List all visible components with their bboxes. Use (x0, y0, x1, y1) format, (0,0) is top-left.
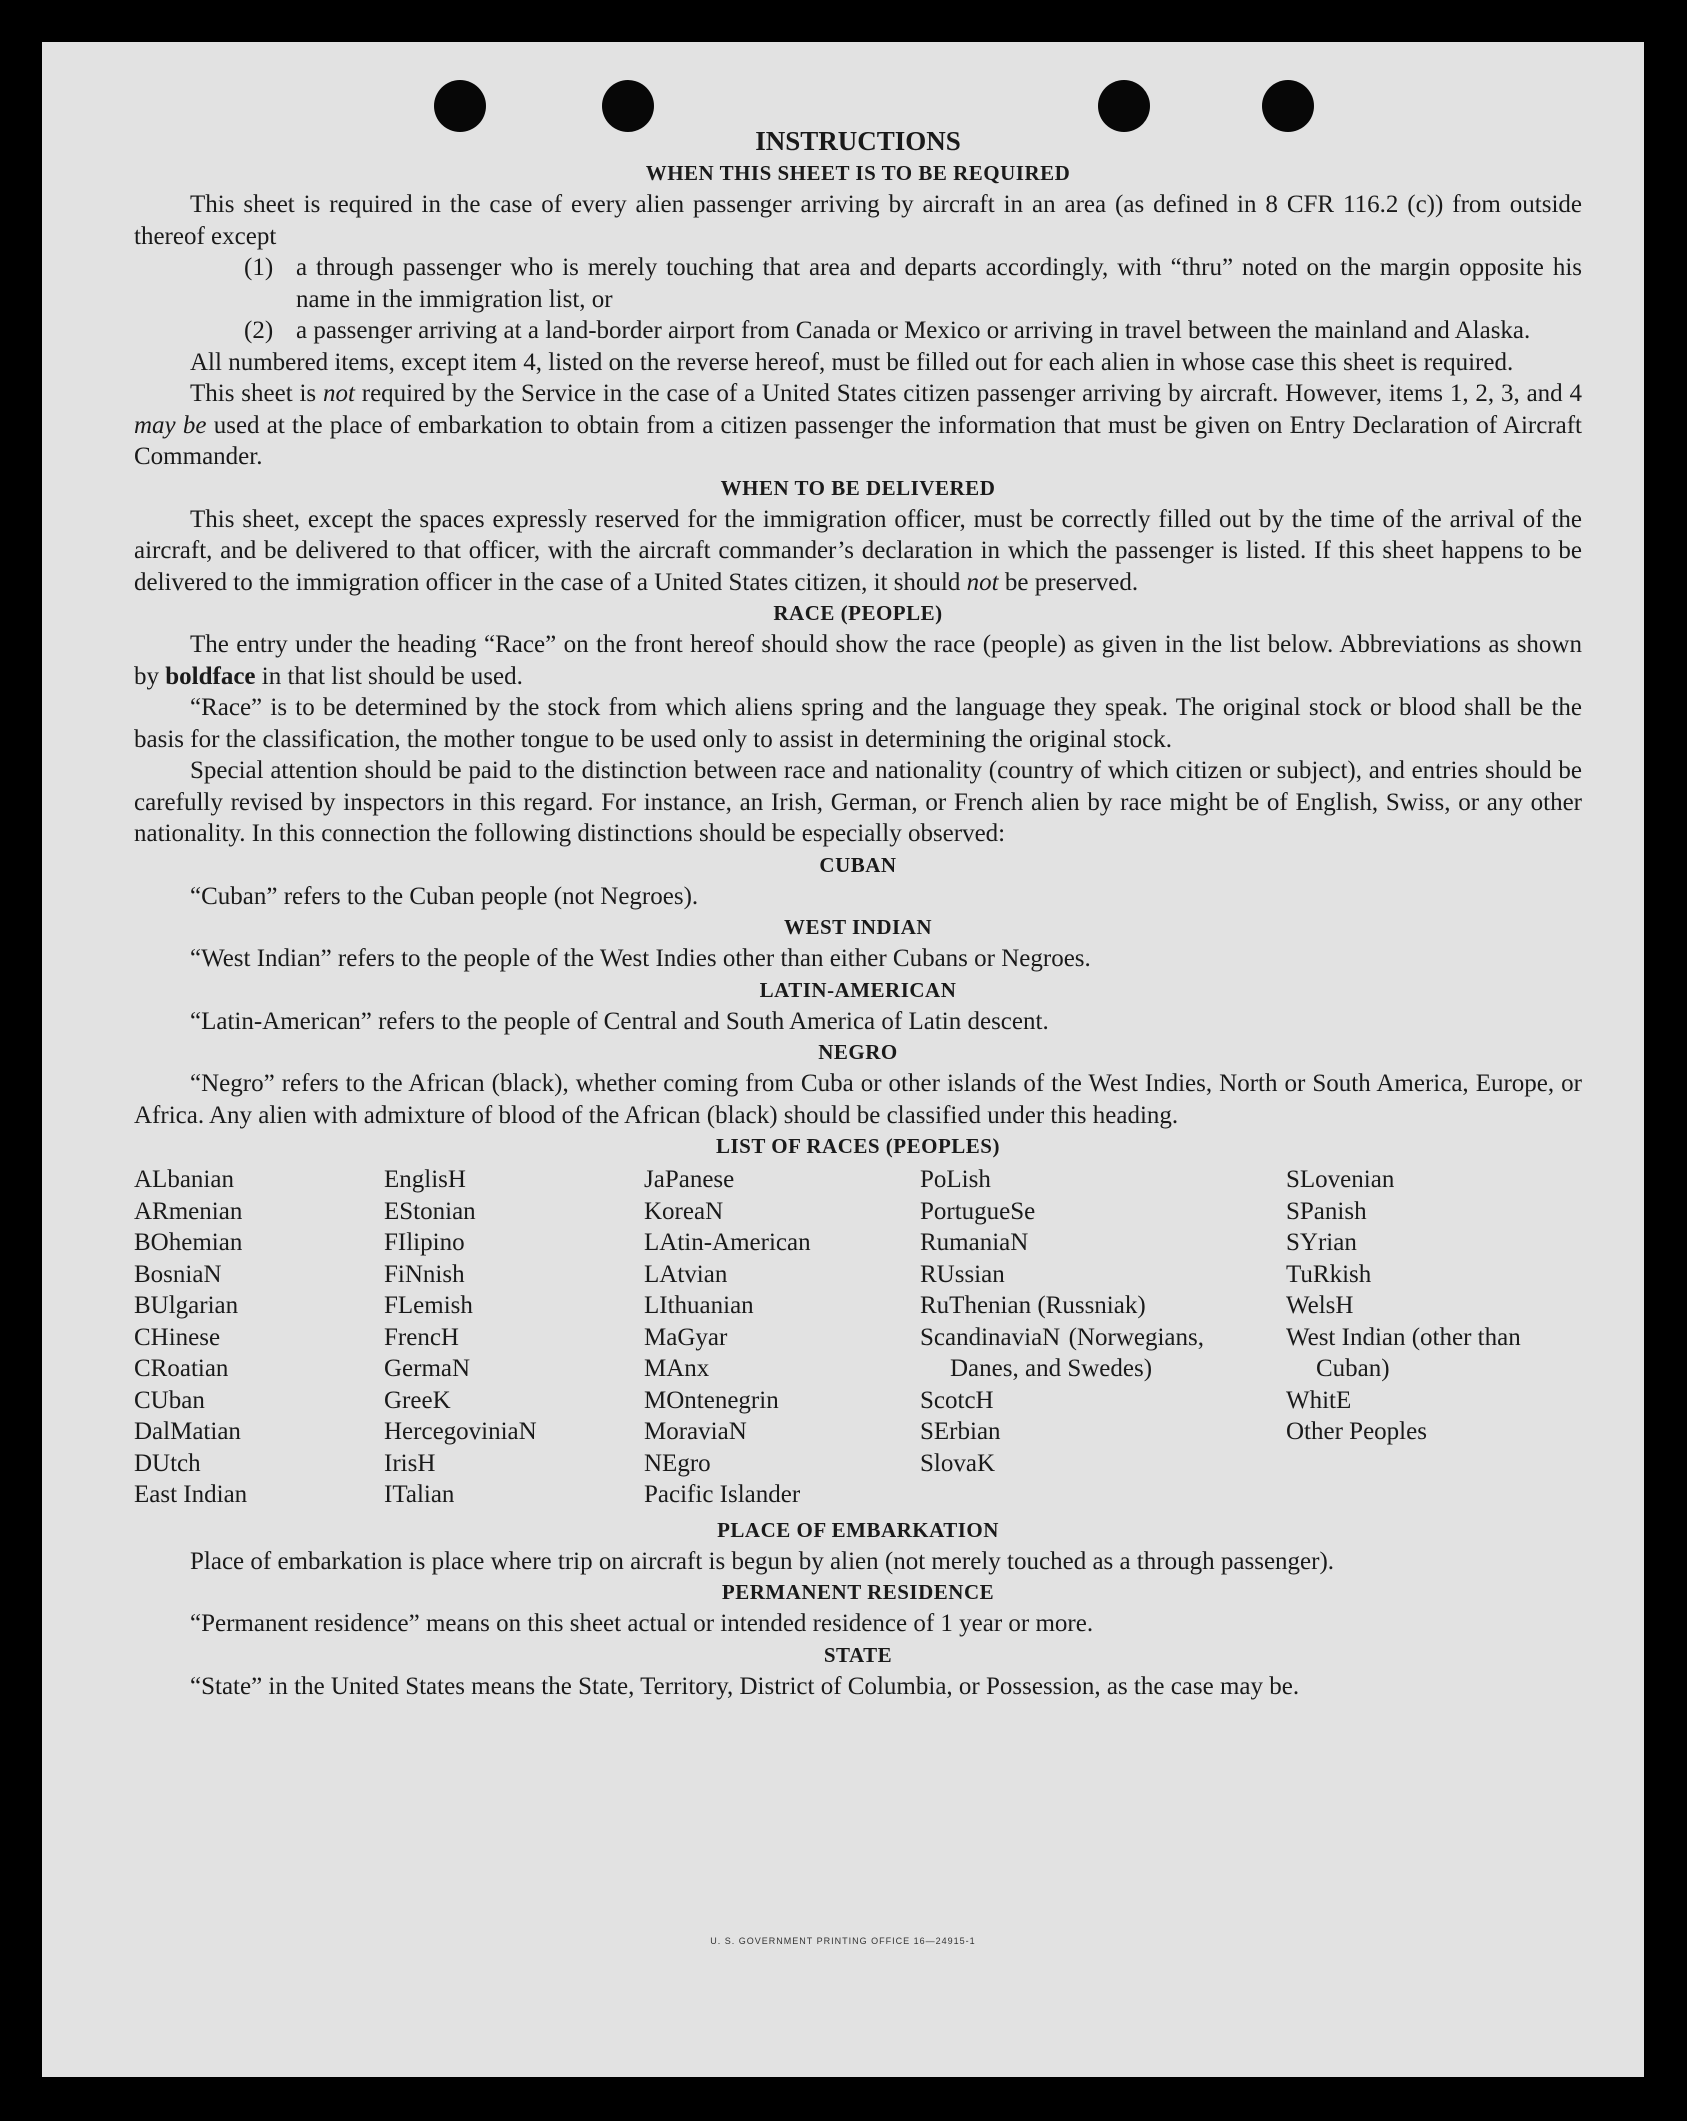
race-entry: MAnx (644, 1355, 710, 1382)
item-number: (2) (244, 317, 274, 344)
text-run: used at the place of embarkation to obtain from a citizen passenger the information that must be given on Entry Declaration of Aircraft Commander. (134, 411, 1583, 470)
paragraph (134, 378, 1582, 473)
race-entry: MaGyar (644, 1323, 728, 1351)
printer-imprint: U. S. GOVERNMENT PRINTING OFFICE 16—24915-1 (710, 1936, 976, 1946)
race-column (134, 1164, 384, 1511)
paragraph: This sheet is required in the case of every alien passenger arriving by aircraft in an area (as defined in 8 CFR 116.2 (c)) from outside thereof except (134, 191, 1582, 250)
race-entry: LAtin-American (644, 1229, 811, 1256)
item-number: (1) (244, 254, 274, 281)
text-run-italic: may be (134, 411, 207, 439)
definition-text: “Negro” refers to the African (black), whether coming from Cuba or other islands of the West Indies, North or South America, Europe, or Africa. Any alien with admixture of blood of the African (black) should be classified under this heading. (134, 1070, 1582, 1129)
section-heading-latin-american: LATIN-AMERICAN (759, 977, 957, 1002)
race-entry: PortugueSe (920, 1197, 1036, 1225)
race-entry: ScotcH (920, 1386, 994, 1414)
race-entry: ARmenian (134, 1197, 243, 1225)
section-heading-delivered: WHEN TO BE DELIVERED (720, 475, 996, 500)
section-heading-list-of-races: LIST OF RACES (PEOPLES) (716, 1134, 1000, 1158)
race-entry: RUssian (920, 1260, 1005, 1288)
race-entry: BOhemian (134, 1229, 243, 1256)
definition-text: “Cuban” refers to the Cuban people (not Negroes). (190, 882, 699, 910)
race-list (134, 1164, 1582, 1511)
race-entry: East Indian (134, 1481, 248, 1508)
race-entry: FLemish (384, 1292, 473, 1319)
race-entry: KoreaN (644, 1197, 724, 1225)
race-column (920, 1164, 1204, 1511)
race-entry: ScandinaviaN (Norwegians, Danes, and Swedes) (920, 1323, 1204, 1382)
text-run-italic: not (966, 568, 999, 596)
race-entry: WhitE (1286, 1386, 1352, 1414)
page-title: INSTRUCTIONS (755, 126, 961, 156)
race-entry: BosniaN (134, 1260, 222, 1288)
race-entry: NEgro (644, 1449, 711, 1477)
section-heading-race: RACE (PEOPLE) (773, 601, 943, 625)
paragraph: “Race” is to be determined by the stock from which aliens spring and the language they speak. The original stock or blood shall be the basis for the classification, the mother tongue to be used only to assist in determining the original stock. (134, 694, 1582, 753)
paragraph (134, 504, 1582, 599)
definition-text: Place of embarkation is place where trip on aircraft is begun by alien (not merely touched as a through passenger). (190, 1547, 1335, 1575)
list-item (244, 315, 1582, 347)
race-entry: JaPanese (644, 1166, 735, 1193)
race-entry: SPanish (1286, 1197, 1367, 1225)
race-column (1286, 1164, 1536, 1511)
text-run-bold: boldface (165, 662, 256, 690)
section-heading-required: WHEN THIS SHEET IS TO BE REQUIRED (645, 161, 1071, 185)
race-entry: GreeK (384, 1386, 451, 1414)
race-entry: MOntenegrin (644, 1386, 779, 1414)
race-entry: RuThenian (Russniak) (920, 1292, 1146, 1319)
definition-text: “Latin-American” refers to the people of Central and South America of Latin descent. (190, 1007, 1049, 1035)
paragraph: Special attention should be paid to the distinction between race and nationality (country of which citizen or subject), and entries should be carefully revised by inspectors in this regard. For instance, an Irish, German, or French alien by race might be of English, Swiss, or any other nationality. In this connection the following distinctions should be especially observed: (134, 757, 1582, 847)
race-entry: WelsH (1286, 1292, 1354, 1319)
text-run-italic: not (322, 380, 355, 407)
race-entry: BUlgarian (134, 1292, 239, 1319)
item-text: a through passenger who is merely touching that area and departs accordingly, with “thru” noted on the margin opposite his name in the immigration list, or (296, 254, 1582, 313)
race-entry: SErbian (920, 1418, 1001, 1445)
race-entry: SlovaK (920, 1449, 995, 1477)
race-column (384, 1164, 644, 1511)
definition-text: “State” in the United States means the State, Territory, District of Columbia, or Possession, as the case may be. (190, 1672, 1300, 1700)
race-entry: CUban (134, 1386, 205, 1414)
paragraph: All numbered items, except item 4, listed on the reverse hereof, must be filled out for each alien in whose case this sheet is required. (190, 348, 1514, 376)
race-entry: MoraviaN (644, 1418, 747, 1445)
race-entry: RumaniaN (920, 1229, 1029, 1256)
race-entry: SYrian (1286, 1229, 1357, 1256)
race-entry: ITalian (384, 1481, 455, 1508)
race-entry: DalMatian (134, 1418, 241, 1445)
race-entry: LAtvian (644, 1260, 728, 1288)
text-run: This sheet is (190, 380, 323, 407)
race-entry: CHinese (134, 1323, 221, 1351)
definition-text: “Permanent residence” means on this sheet actual or intended residence of 1 year or more. (190, 1610, 1094, 1637)
text-run: This sheet, except the spaces expressly reserved for the immigration officer, must be correctly filled out by the time of the arrival of the aircraft, and be delivered to that officer, with the aircraft commander’s declaration in which the passenger is listed. If this sheet happens to be delivered to the immigration officer in the case of a United States citizen, it should (134, 505, 1582, 596)
race-entry: FIlipino (384, 1229, 465, 1256)
paragraph (134, 629, 1582, 692)
text-run: required by the Service in the case of a United States citizen passenger arriving by aircraft. However, items 1, 2, 3, and 4 (354, 380, 1582, 407)
text-run: Abbreviations as shown by (134, 631, 1582, 690)
text-run: be preserved. (998, 568, 1139, 596)
race-entry: FrencH (384, 1323, 459, 1351)
race-entry: CRoatian (134, 1355, 229, 1382)
race-column (644, 1164, 920, 1511)
race-entry: TuRkish (1286, 1260, 1372, 1288)
race-entry: ALbanian (134, 1166, 234, 1193)
race-entry: EStonian (384, 1197, 476, 1225)
race-entry: Pacific Islander (644, 1481, 801, 1508)
section-heading-negro: NEGRO (818, 1040, 898, 1064)
race-entry: IrisH (384, 1449, 436, 1477)
text-run: in that list should be used. (255, 662, 523, 690)
item-text: a passenger arriving at a land-border airport from Canada or Mexico or arriving in travel between the mainland and Alaska. (296, 317, 1531, 344)
list-item (244, 252, 1582, 315)
race-entry: West Indian (other than Cuban) (1286, 1323, 1521, 1382)
race-entry: FiNnish (384, 1260, 465, 1288)
section-heading-state: STATE (823, 1642, 893, 1667)
race-entry: Other Peoples (1286, 1418, 1427, 1445)
race-entry: SLovenian (1286, 1166, 1395, 1193)
section-heading-embarkation: PLACE OF EMBARKATION (717, 1517, 999, 1542)
race-entry: PoLish (920, 1166, 991, 1193)
race-entry: LIthuanian (644, 1292, 754, 1319)
section-heading-residence: PERMANENT RESIDENCE (721, 1580, 995, 1604)
text-run: The entry under the heading “Race” on the front hereof should show the race (people) as given in the list below. (190, 631, 1334, 658)
race-entry: DUtch (134, 1449, 201, 1477)
document-sheet (42, 42, 1644, 2077)
section-heading-cuban: CUBAN (819, 852, 897, 877)
race-entry: GermaN (384, 1355, 471, 1382)
race-entry: EnglisH (384, 1166, 466, 1193)
definition-text: “West Indian” refers to the people of the West Indies other than either Cubans or Negroes. (190, 945, 1091, 972)
race-entry: HercegoviniaN (384, 1418, 537, 1445)
section-heading-west-indian: WEST INDIAN (783, 915, 933, 939)
document-body (134, 124, 1582, 1702)
